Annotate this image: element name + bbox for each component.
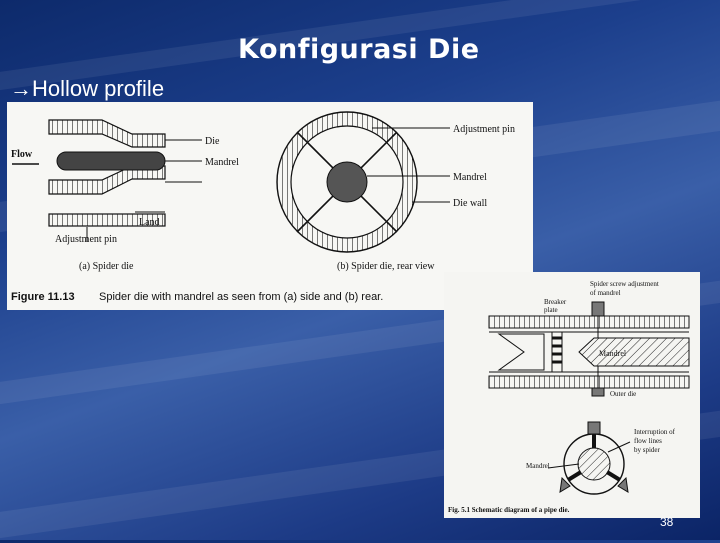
label-mandrel: Mandrel [205, 157, 239, 168]
pipe-die-caption: Fig. 5.1 Schematic diagram of a pipe die. [448, 506, 570, 514]
side-view [11, 120, 239, 272]
label-die-wall: Die wall [453, 198, 488, 209]
pipe-die-figure [444, 272, 700, 518]
label-breaker: Breaker [544, 298, 567, 306]
label-interruption-3: by spider [634, 446, 660, 454]
slide-title: Konfigurasi Die [238, 34, 480, 65]
label-flow: Flow [11, 149, 33, 160]
label-spider-screw: Spider screw adjustment [590, 280, 659, 288]
label-mandrel-inner: Mandrel [599, 349, 627, 358]
label-adjustment-pin: Adjustment pin [55, 234, 117, 245]
figure-number: Figure 11.13 [11, 291, 75, 303]
label-interruption-1: Interruption of [634, 428, 676, 436]
label-outer-die: Outer die [610, 390, 637, 398]
label-of-mandrel: of mandrel [590, 289, 621, 297]
caption-rear-view: (b) Spider die, rear view [337, 261, 435, 272]
label-interruption-2: flow lines [634, 437, 662, 445]
rear-view [277, 112, 515, 272]
label-rear-adjustment-pin: Adjustment pin [453, 124, 515, 135]
label-rear-mandrel: Mandrel [453, 172, 487, 183]
label-die: Die [205, 136, 220, 147]
page-number: 38 [660, 515, 674, 529]
caption-side-view: (a) Spider die [79, 261, 134, 272]
label-land: Land [139, 217, 160, 228]
label-plate: plate [544, 306, 558, 314]
bullet-text: →Hollow profile [10, 76, 165, 101]
pipe-die-side-view [489, 280, 689, 398]
figure-caption: Spider die with mandrel as seen from (a) side and (b) rear. [99, 291, 384, 303]
pipe-die-diagram [444, 272, 700, 518]
label-mandrel-bottom: Mandrel [526, 462, 550, 470]
pipe-die-cross-section [526, 422, 676, 494]
